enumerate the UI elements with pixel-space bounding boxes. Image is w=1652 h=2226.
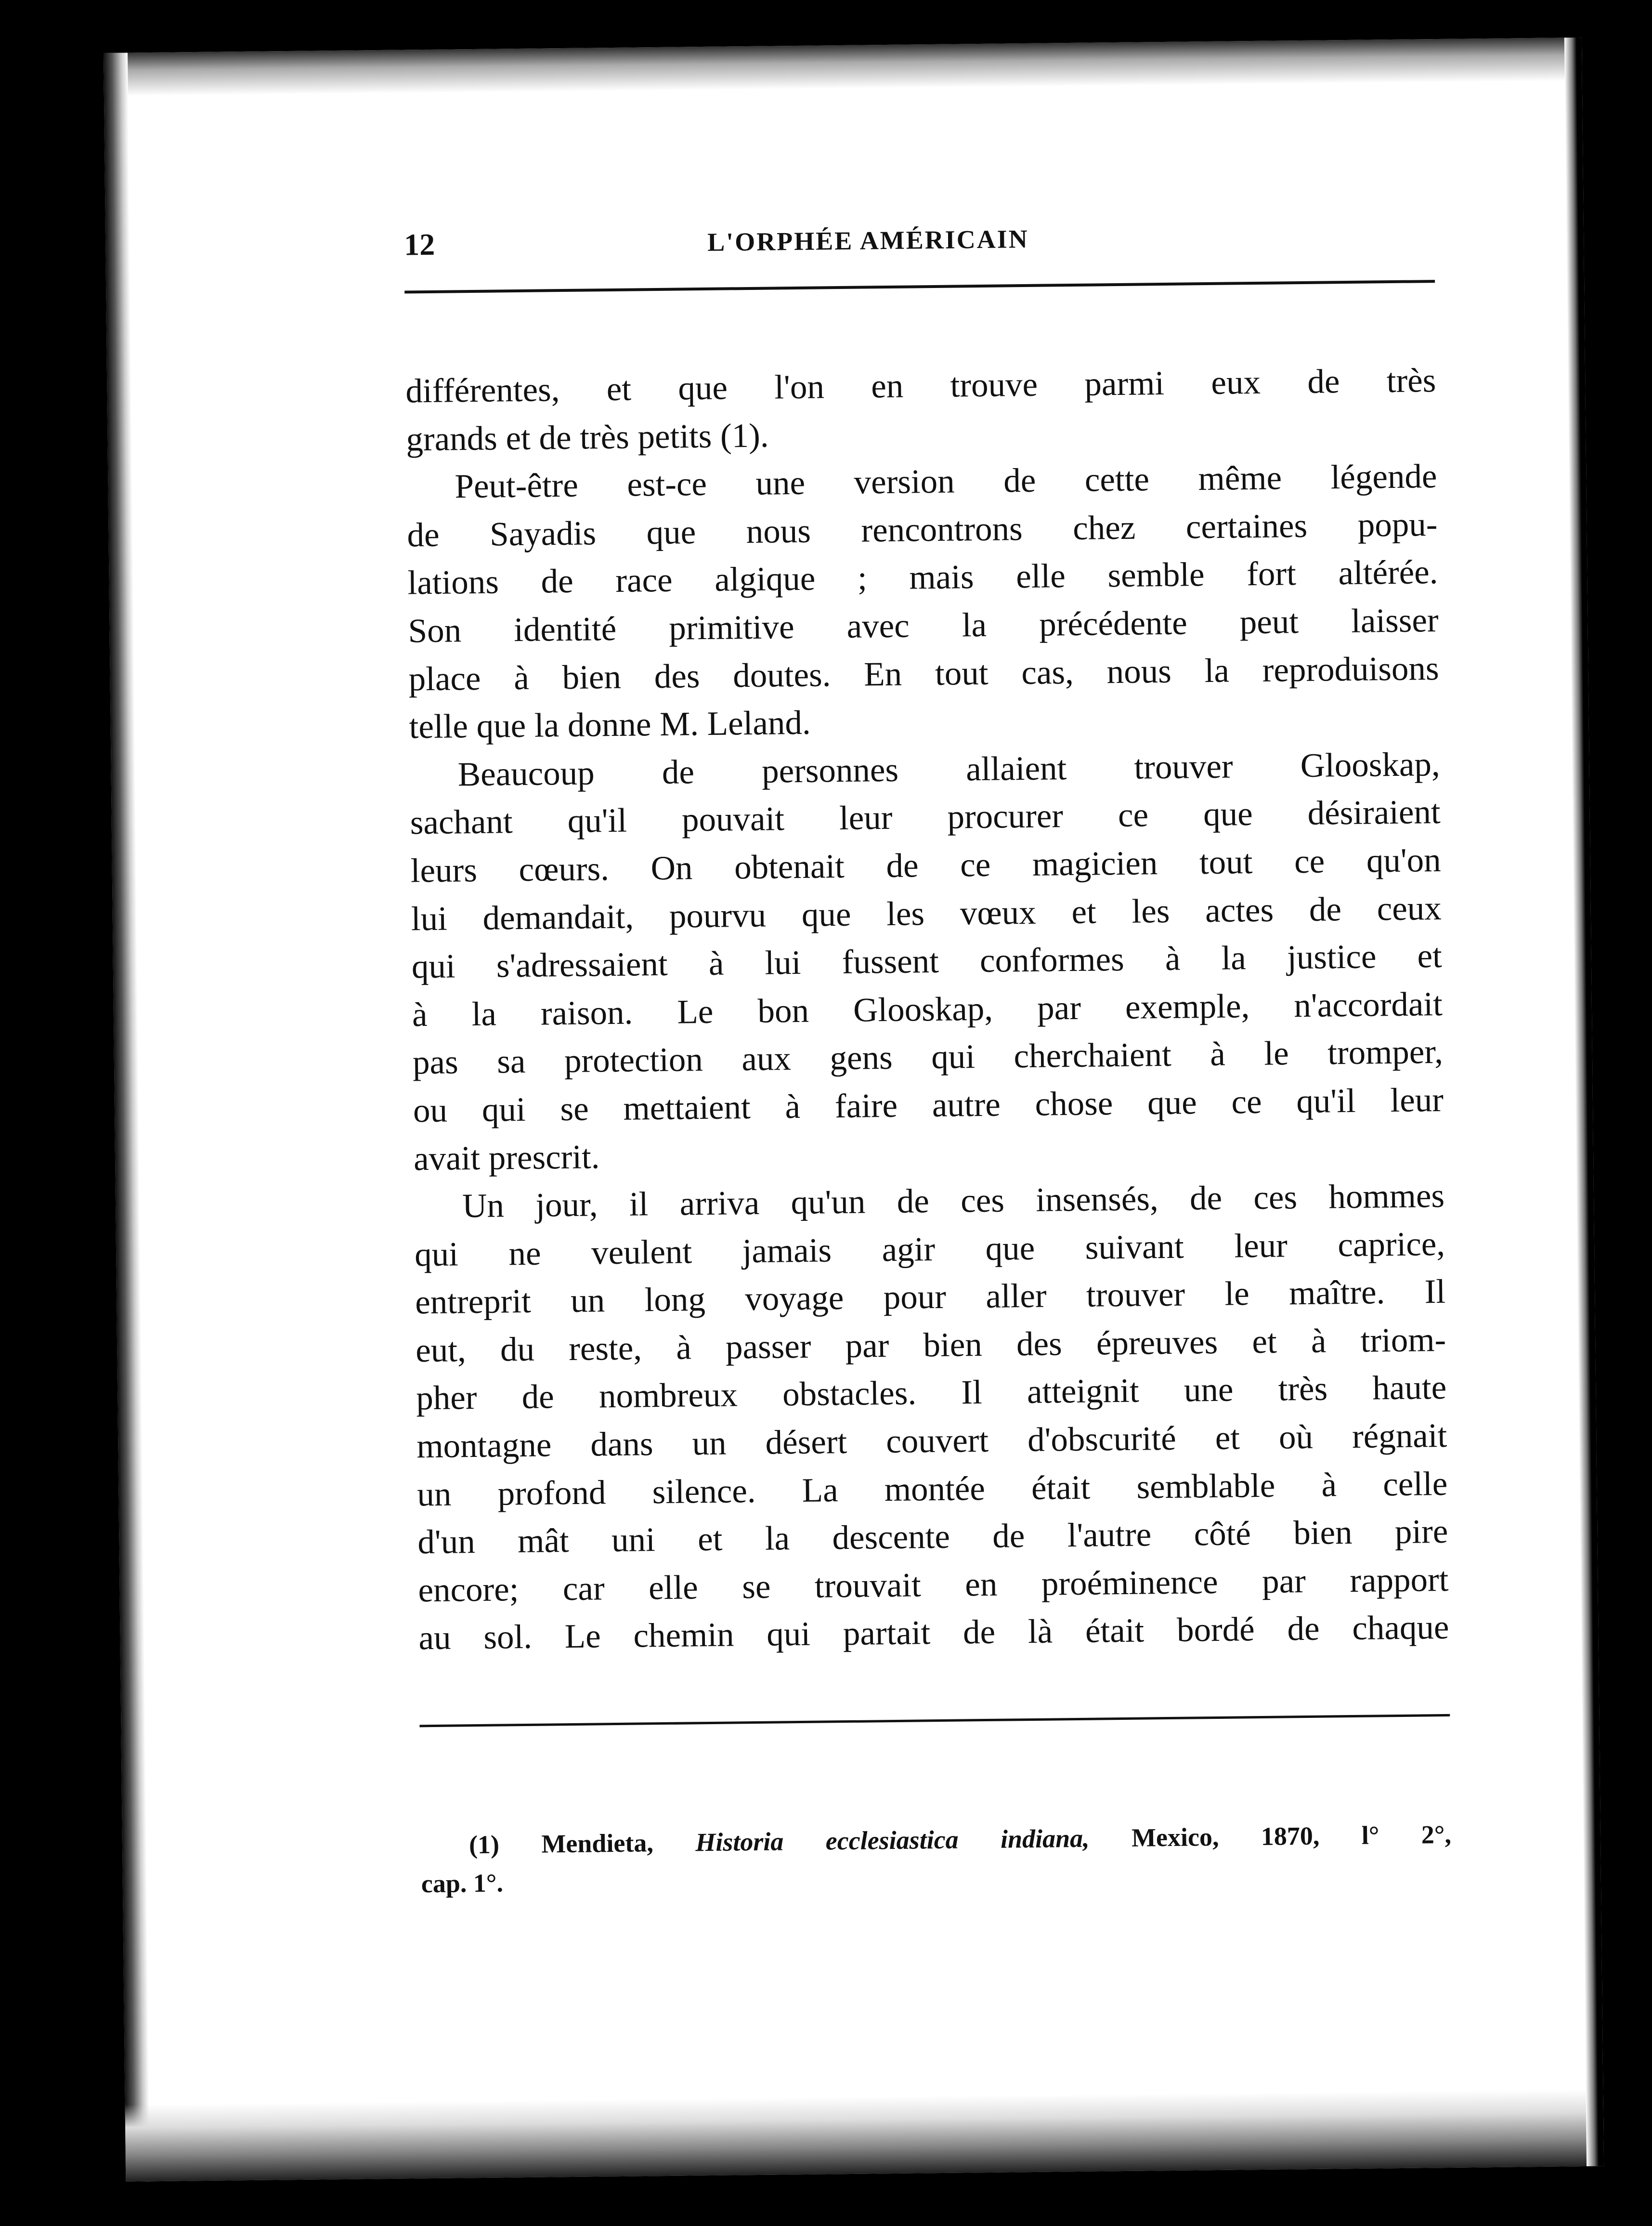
footnote-rule	[419, 1714, 1450, 1727]
text-line: Beaucoup de personnes allaient trouver Glooskap,	[457, 745, 1441, 794]
footnote-line: cap. 1°.	[421, 1868, 504, 1899]
text-line: sachant qu'il pouvait leur procurer ce que désiraient	[410, 793, 1441, 842]
text-line: place à bien des doutes. En tout cas, nous la reproduisons	[408, 649, 1439, 698]
text-line: différentes, et que l'on en trouve parmi eux de très	[405, 362, 1436, 410]
text-line: telle que la donne M. Leland.	[409, 704, 811, 746]
text-line: entreprit un long voyage pour aller trouver le maître. Il	[415, 1273, 1446, 1322]
scan-edge-right	[1564, 38, 1604, 2166]
footnote-details: Mexico, 1870, l° 2°,	[1131, 1820, 1452, 1852]
text-line: qui s'adressaient à lui fussent conformes à la justice et	[411, 937, 1443, 986]
text-line: pher de nombreux obstacles. Il atteignit une très haute	[416, 1369, 1447, 1417]
text-line: un profond silence. La montée était semblable à celle	[416, 1465, 1448, 1513]
text-line: avait prescrit.	[413, 1138, 600, 1178]
text-line: de Sayadis que nous rencontrons chez certaines popu-	[407, 505, 1438, 554]
footnote-marker: (1) Mendieta,	[468, 1828, 654, 1859]
text-line: ou qui se mettaient à faire autre chose que ce qu'il leur	[413, 1081, 1444, 1130]
header-rule	[404, 280, 1435, 293]
scanned-page	[104, 38, 1604, 2182]
text-line: eut, du reste, à passer par bien des épreuves et à triom-	[415, 1321, 1446, 1370]
footnote	[421, 1815, 1452, 1903]
text-line: grands et de très petits (1).	[406, 417, 769, 458]
text-line: pas sa protection aux gens qui cherchaient à le tromper,	[412, 1033, 1444, 1082]
text-line: qui ne veulent jamais agir que suivant leur caprice,	[414, 1225, 1445, 1274]
footnote-title: Historia ecclesiastica indiana,	[695, 1823, 1090, 1857]
scan-shadow-left	[104, 52, 150, 2181]
text-line: lui demandait, pourvu que les vœux et les actes de ceux	[411, 889, 1442, 938]
running-title: L'ORPHÉE AMÉRICAIN	[707, 224, 1029, 257]
text-line: à la raison. Le bon Glooskap, par exemple, n'accordait	[412, 985, 1443, 1034]
text-line: au sol. Le chemin qui partait de là était bordé de chaque	[418, 1609, 1449, 1657]
text-line: encore; car elle se trouvait en proéminence par rapport	[418, 1560, 1449, 1610]
text-line: d'un mât uni et la descente de l'autre côté bien pire	[417, 1513, 1448, 1561]
page-number: 12	[403, 227, 435, 262]
scan-shadow-top	[104, 38, 1582, 96]
body-text	[405, 357, 1449, 1663]
text-line: Peut-être est-ce une version de cette même légende	[455, 458, 1437, 506]
text-line: Un jour, il arriva qu'un de ces insensés, de ces hommes	[462, 1177, 1445, 1225]
text-line: Son identité primitive avec la précédente peut laisser	[408, 602, 1439, 650]
scan-shadow-bottom	[125, 2089, 1604, 2182]
text-line: leurs cœurs. On obtenait de ce magicien tout ce qu'on	[410, 841, 1442, 890]
text-line: lations de race algique ; mais elle semble fort altérée.	[407, 553, 1438, 602]
text-line: montagne dans un désert couvert d'obscurité et où régnait	[416, 1417, 1447, 1466]
